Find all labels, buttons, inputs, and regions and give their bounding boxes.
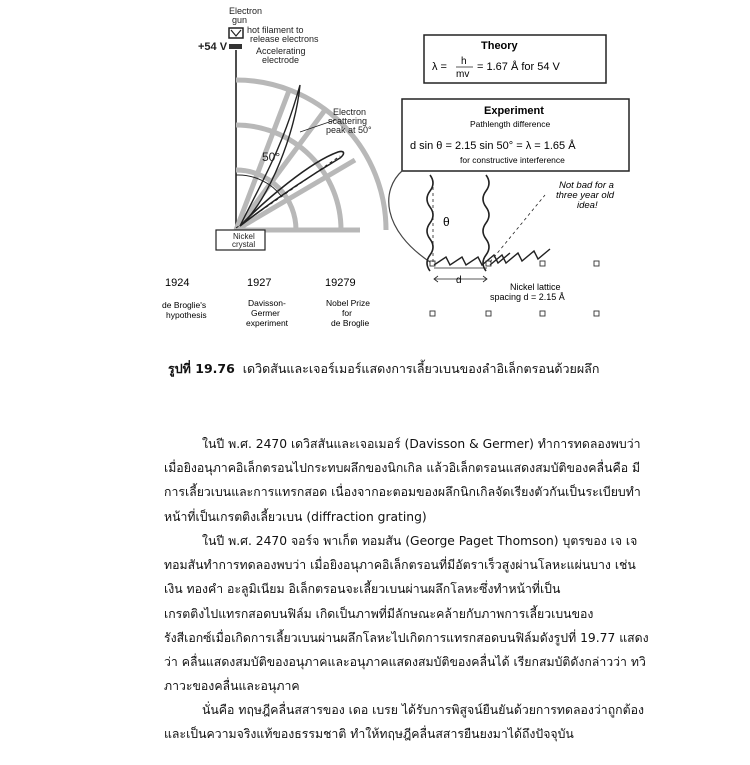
paragraph-thomson bbox=[164, 529, 694, 698]
d-label: d bbox=[456, 275, 462, 286]
theta-label: θ bbox=[443, 215, 450, 229]
paragraph-line: เกรตติงไปแทรกสอดบนฟิล์ม เกิดเป็นภาพที่มีลักษณะคล้ายกับภาพการเลี้ยวเบนของ bbox=[164, 606, 594, 621]
davisson-germer-figure bbox=[0, 0, 750, 345]
incident-wave-2 bbox=[483, 175, 489, 271]
experiment-sub: Pathlength difference bbox=[470, 119, 551, 129]
paragraph-line: ว่า คลื่นแสดงสมบัติของอนุภาคและอนุภาคแสดงสมบัติของคลื่นได้ เรียกสมบัติดังกล่าวว่า ทวิ bbox=[164, 655, 646, 670]
paragraph-line: และเป็นความจริงแท้ของธรรมชาติ ทำให้ทฤษฎีคลื่นสสารยืนยงมาได้ถึงปัจจุบัน bbox=[164, 727, 574, 742]
paragraph-line: ทอมสันทำการทดลองพบว่า เมื่อยิงอนุภาคอิเล็กตรอนที่มีอัตราเร็วสูงผ่านโลหะแผ่นบาง เช่น bbox=[164, 558, 636, 573]
theory-title: Theory bbox=[481, 40, 518, 52]
apparatus-labels bbox=[198, 6, 372, 249]
theory-numerator: h bbox=[461, 56, 467, 67]
angle-label: 50° bbox=[262, 150, 281, 164]
scattered-wave-1 bbox=[434, 253, 510, 265]
paragraph-line: เงิน ทองคำ อะลูมิเนียม อิเล็กตรอนจะเลี้ยวเบนผ่านผลึกโลหะซึ่งทำหน้าที่เป็น bbox=[164, 582, 561, 597]
diffraction-sketch bbox=[389, 170, 615, 316]
experiment-title: Experiment bbox=[484, 105, 544, 117]
paragraph-line: นั่นคือ ทฤษฎีคลื่นสสารของ เดอ เบรย ได้รับการพิสูจน์ยืนยันด้วยการทดลองว่าถูกต้อง bbox=[202, 703, 644, 717]
theory-lhs: λ = bbox=[432, 61, 447, 73]
paragraph-line: หน้าที่เป็นเกรตติงเลี้ยวเบน (diffraction grating) bbox=[164, 509, 427, 524]
filament-label: hot filament to release electrons bbox=[247, 25, 319, 44]
timeline-year-19279: 19279 bbox=[325, 277, 356, 289]
accelerating-label: Accelerating electrode bbox=[256, 46, 306, 65]
filament-icon bbox=[231, 30, 241, 36]
accelerating-electrode bbox=[229, 44, 242, 49]
incident-wave-1 bbox=[427, 175, 433, 271]
experiment-foot: for constructive interference bbox=[460, 155, 565, 165]
theory-denominator: mv bbox=[456, 69, 470, 80]
apparatus bbox=[216, 28, 386, 250]
paragraph-line: ในปี พ.ศ. 2470 จอร์จ พาเก็ต ทอมสัน (George Paget Thomson) บุตรของ เจ เจ bbox=[202, 534, 638, 548]
experiment-equation: d sin θ = 2.15 sin 50° = λ = 1.65 Å bbox=[410, 140, 576, 152]
lattice-label: Nickel lattice spacing d = 2.15 Å bbox=[490, 282, 565, 302]
paragraph-conclusion bbox=[164, 698, 694, 746]
crystal-label: Nickel crystal bbox=[232, 232, 256, 249]
electron-gun-label: Electron gun bbox=[229, 6, 263, 25]
caption-number: รูปที่ 19.76 bbox=[168, 361, 235, 376]
timeline-text-1924: de Broglie's hypothesis bbox=[162, 300, 207, 320]
figure-caption bbox=[168, 359, 599, 379]
paragraph-davisson-germer bbox=[164, 432, 694, 529]
timeline-text-nobel: Nobel Prize for de Broglie bbox=[326, 298, 370, 328]
timeline-text-1927: Davisson-Germer experiment bbox=[246, 298, 289, 328]
scatter-peak-label: Electron scattering peak at 50° bbox=[326, 107, 372, 135]
theory-box bbox=[424, 35, 606, 83]
theory-result: = 1.67 Å for 54 V bbox=[477, 61, 560, 73]
paragraph-line: ในปี พ.ศ. 2470 เดวิสสันและเจอเมอร์ (Davisson & Germer) ทำการทดลองพบว่า bbox=[202, 437, 641, 451]
timeline-year-1927: 1927 bbox=[247, 277, 272, 289]
paragraph-line: รังสีเอกซ์เมื่อเกิดการเลี้ยวเบนผ่านผลึกโลหะไปเกิดการแทรกสอดบนฟิล์มดังรูปที่ 19.77 แสดง bbox=[164, 630, 649, 645]
paragraph-line: เมื่อยิงอนุภาคอิเล็กตรอนไปกระทบผลึกของนิกเกิล แล้วอิเล็กตรอนแสดงสมบัติของคลื่นคือ มี bbox=[164, 461, 641, 476]
experiment-box bbox=[402, 99, 629, 171]
not-bad-label: Not bad for a three year old idea! bbox=[556, 180, 615, 211]
timeline-year-1924: 1924 bbox=[165, 277, 190, 289]
paragraph-line: ภาวะของคลื่นและอนุภาค bbox=[164, 679, 300, 694]
paragraph-line: การเลี้ยวเบนและการแทรกสอด เนื่องจากอะตอมของผลึกนิกเกิลจัดเรียงตัวกันเป็นระเบียบทำ bbox=[164, 485, 641, 500]
caption-text: เดวิดสันและเจอร์เมอร์แสดงการเลี้ยวเบนของลำอิเล็กตรอนด้วยผลึก bbox=[242, 361, 600, 376]
voltage-label: +54 V bbox=[198, 41, 228, 53]
timeline bbox=[162, 277, 370, 328]
